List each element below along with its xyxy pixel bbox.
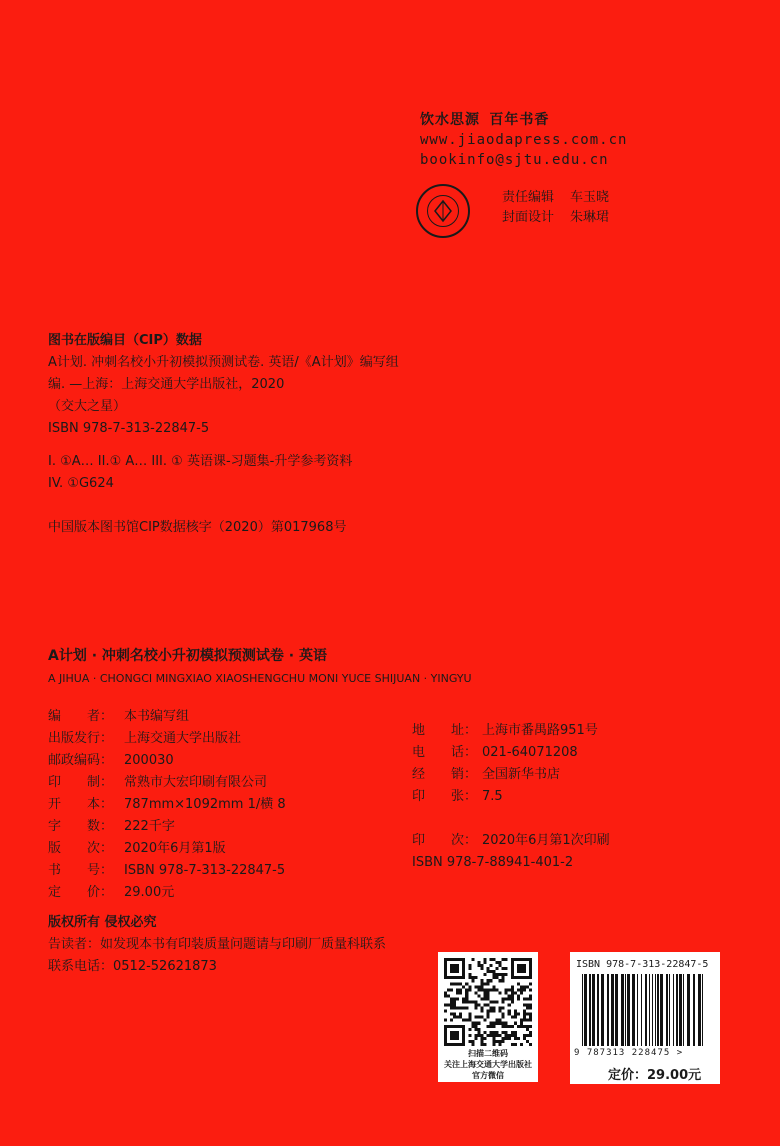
barcode-icon — [580, 974, 710, 1046]
cip-line: I. ①A… II.① A… III. ① 英语课-习题集-升学参考资料 — [48, 454, 353, 469]
price-label: 定价：29.00元 — [608, 1068, 702, 1083]
qr-code-icon — [444, 958, 532, 1046]
cip-line — [48, 440, 399, 451]
barcode-panel — [570, 952, 720, 1084]
info-row: 编 者： 本书编写组 — [48, 709, 190, 724]
info-row: 邮政编码： 200030 — [48, 753, 174, 768]
info-row-spacer — [412, 808, 610, 830]
info-row: 印 张： 7.5 — [412, 789, 503, 804]
cip-line: IV. ①G624 — [48, 476, 114, 491]
info-row-isbn: ISBN 978-7-88941-401-2 — [412, 855, 574, 870]
cip-line: ISBN 978-7-313-22847-5 — [48, 421, 210, 436]
book-title: A计划 · 冲刺名校小升初模拟预测试卷 · 英语 — [48, 648, 327, 664]
cip-line: 编. —上海：上海交通大学出版社，2020 — [48, 377, 285, 392]
cip-data — [48, 330, 399, 539]
credit-cover-design: 封面设计 朱琳珺 — [502, 210, 610, 225]
cip-line — [48, 495, 399, 517]
publisher-block — [420, 110, 627, 170]
book-title-pinyin: A JIHUA · CHONGCI MINGXIAO XIAOSHENGCHU MONI YUCE SHIJUAN · YINGYU — [48, 672, 472, 685]
rights-line: 联系电话：0512-52621873 — [48, 959, 217, 974]
publisher-website: www.jiaodapress.com.cn — [420, 132, 628, 148]
info-row: 开 本： 787mm×1092mm 1/横 8 — [48, 797, 286, 812]
qr-caption: 扫描二维码 关注上海交通大学出版社 官方微信 — [444, 1049, 532, 1080]
barcode-digits: 9 787313 228475 > — [574, 1048, 684, 1058]
credits — [502, 188, 609, 228]
info-row: 字 数： 222千字 — [48, 819, 175, 834]
info-left — [48, 706, 286, 904]
info-row: 印 次： 2020年6月第1次印刷 — [412, 833, 610, 848]
cip-heading: 图书在版编目（CIP）数据 — [48, 333, 202, 348]
info-row: 印 制： 常熟市大宏印刷有限公司 — [48, 775, 268, 790]
rights-line: 版权所有 侵权必究 — [48, 915, 157, 930]
info-row: 电 话： 021-64071208 — [412, 745, 578, 760]
info-row: 版 次： 2020年6月第1版 — [48, 841, 226, 856]
credit-editor: 责任编辑 车玉晓 — [502, 190, 610, 205]
publisher-motto: 饮水思源 百年书香 — [420, 112, 550, 128]
info-row: 经 销： 全国新华书店 — [412, 767, 561, 782]
info-row: 地 址： 上海市番禺路951号 — [412, 723, 598, 738]
rights-block — [48, 912, 386, 978]
barcode-isbn-text: ISBN 978-7-313-22847-5 — [576, 959, 709, 970]
info-row: 出版发行： 上海交通大学出版社 — [48, 731, 242, 746]
info-row: 书 号： ISBN 978-7-313-22847-5 — [48, 863, 286, 878]
publisher-email: bookinfo@sjtu.edu.cn — [420, 152, 609, 168]
cip-line: A计划. 冲刺名校小升初模拟预测试卷. 英语/《A计划》编写组 — [48, 355, 399, 370]
rights-line: 告读者：如发现本书有印装质量问题请与印刷厂质量科联系 — [48, 937, 387, 952]
cip-line: （交大之星） — [48, 399, 127, 414]
info-row: 定 价： 29.00元 — [48, 885, 175, 900]
cip-line: 中国版本图书馆CIP数据核字（2020）第017968号 — [48, 520, 347, 535]
university-seal-logo — [416, 184, 470, 238]
info-right — [412, 720, 610, 874]
qr-code-panel — [438, 952, 538, 1082]
